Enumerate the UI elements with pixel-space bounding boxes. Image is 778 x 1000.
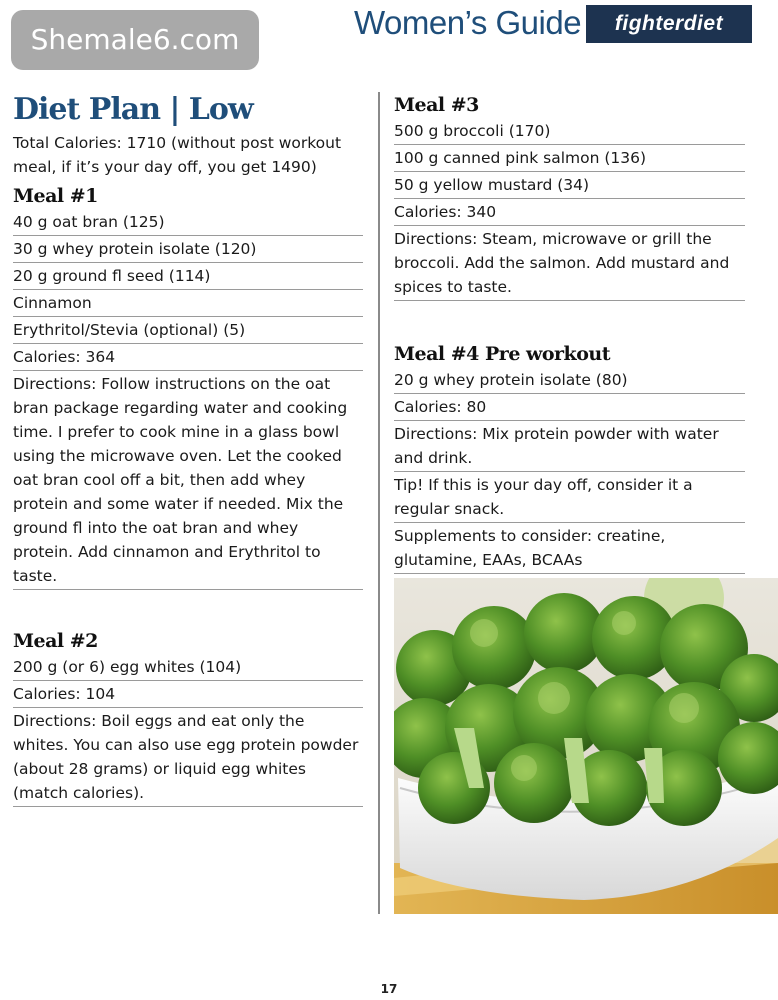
- right-column: [394, 92, 745, 574]
- broccoli-photo: [394, 578, 778, 914]
- meal-1-title: Meal #1: [13, 185, 98, 207]
- page-title: Diet Plan | Low: [13, 92, 253, 127]
- meal-3-calories: Calories: 340: [394, 199, 745, 226]
- meal-1-item: 20 g ground fl seed (114): [13, 263, 363, 290]
- meal-3-item: 500 g broccoli (170): [394, 118, 745, 145]
- meal-1-item: Cinnamon: [13, 290, 363, 317]
- meal-2-item: 200 g (or 6) egg whites (104): [13, 654, 363, 681]
- meal-1-item: 40 g oat bran (125): [13, 209, 363, 236]
- meal-1-calories: Calories: 364: [13, 344, 363, 371]
- meal-3-title: Meal #3: [394, 94, 479, 116]
- meal-2-calories: Calories: 104: [13, 681, 363, 708]
- meal-4-tip: Tip! If this is your day off, consider it a regular snack.: [394, 472, 745, 523]
- meal-1-item: 30 g whey protein isolate (120): [13, 236, 363, 263]
- guide-title: Women’s Guide: [354, 4, 582, 41]
- meal-4-title: Meal #4 Pre workout: [394, 343, 610, 365]
- meal-3-item: 100 g canned pink salmon (136): [394, 145, 745, 172]
- fighterdiet-logo: fighterdiet: [586, 5, 752, 43]
- meal-2-title: Meal #2: [13, 630, 98, 652]
- meal-3-directions: Directions: Steam, microwave or grill the broccoli. Add the salmon. Add mustard and spices to taste.: [394, 226, 745, 301]
- meal-4-supplements: Supplements to consider: creatine, glutamine, EAAs, BCAAs: [394, 523, 745, 574]
- meal-2-directions: Directions: Boil eggs and eat only the whites. You can also use egg protein powder (about 28 grams) or liquid egg whites (match calories).: [13, 708, 363, 807]
- total-calories-text: Total Calories: 1710 (without post workout meal, if it’s your day off, you get 1490): [13, 134, 342, 176]
- meal-4-calories: Calories: 80: [394, 394, 745, 421]
- meal-4-directions: Directions: Mix protein powder with water and drink.: [394, 421, 745, 472]
- left-column: [13, 92, 363, 807]
- page-number: 17: [380, 982, 398, 996]
- watermark: Shemale6.com: [11, 10, 259, 70]
- meal-4-item: 20 g whey protein isolate (80): [394, 367, 745, 394]
- meal-1-item: Erythritol/Stevia (optional) (5): [13, 317, 363, 344]
- column-divider: [378, 92, 380, 914]
- meal-1-directions: Directions: Follow instructions on the oat bran package regarding water and cooking time. I prefer to cook mine in a glass bowl using the microwave oven. Let the cooked oat bran cool off a bit, then add whey protein and some water if needed. Mix the ground fl into the oat bran and whey protein. Add cinnamon and Erythritol to taste.: [13, 371, 363, 590]
- meal-3-item: 50 g yellow mustard (34): [394, 172, 745, 199]
